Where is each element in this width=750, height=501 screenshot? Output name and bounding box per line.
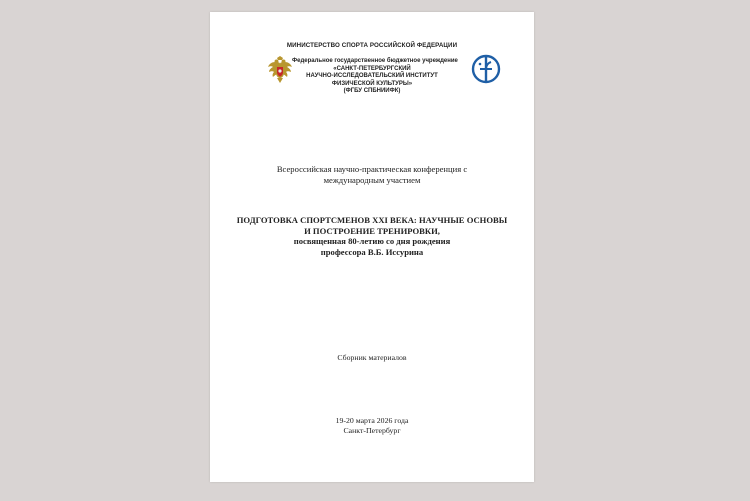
- institution-line: (ФГБУ СПБНИИФК): [343, 88, 401, 95]
- conference-title: [210, 215, 534, 257]
- conference-date: 19-20 марта 2026 года: [335, 416, 409, 425]
- title-line: ПОДГОТОВКА СПОРТСМЕНОВ XXI ВЕКА: НАУЧНЫЕ ОСНОВЫ: [236, 215, 508, 225]
- institution-line: НАУЧНО-ИССЛЕДОВАТЕЛЬСКИЙ ИНСТИТУТ: [306, 73, 438, 80]
- conference-description: [210, 164, 534, 186]
- conference-line: Всероссийская научно-практическая конференция с: [276, 164, 468, 174]
- title-line: профессора В.Б. Иссурина: [320, 246, 424, 257]
- title-line: И ПОСТРОЕНИЕ ТРЕНИРОВКИ,: [304, 225, 440, 236]
- spbniifk-logo-icon: [470, 53, 502, 85]
- title-line: посвященная 80-летию со дня рождения: [293, 236, 451, 247]
- conference-line: международным участием: [323, 175, 421, 185]
- institution-line: Федеральное государственное бюджетное учреждение: [292, 58, 458, 64]
- institution-line: «САНКТ-ПЕТЕРБУРГСКИЙ: [333, 65, 411, 72]
- conference-city: Санкт-Петербург: [343, 426, 401, 435]
- institution-block: [292, 58, 458, 96]
- document-page: [210, 12, 534, 482]
- ministry-name: МИНИСТЕРСТВО СПОРТА РОССИЙСКОЙ ФЕДЕРАЦИИ: [286, 42, 458, 49]
- date-place-block: [210, 416, 534, 436]
- russian-coat-of-arms-icon: [265, 55, 295, 85]
- collection-label: Сборник материалов: [337, 353, 407, 362]
- institution-line: ФИЗИЧЕСКОЙ КУЛЬТУРЫ»: [331, 80, 413, 87]
